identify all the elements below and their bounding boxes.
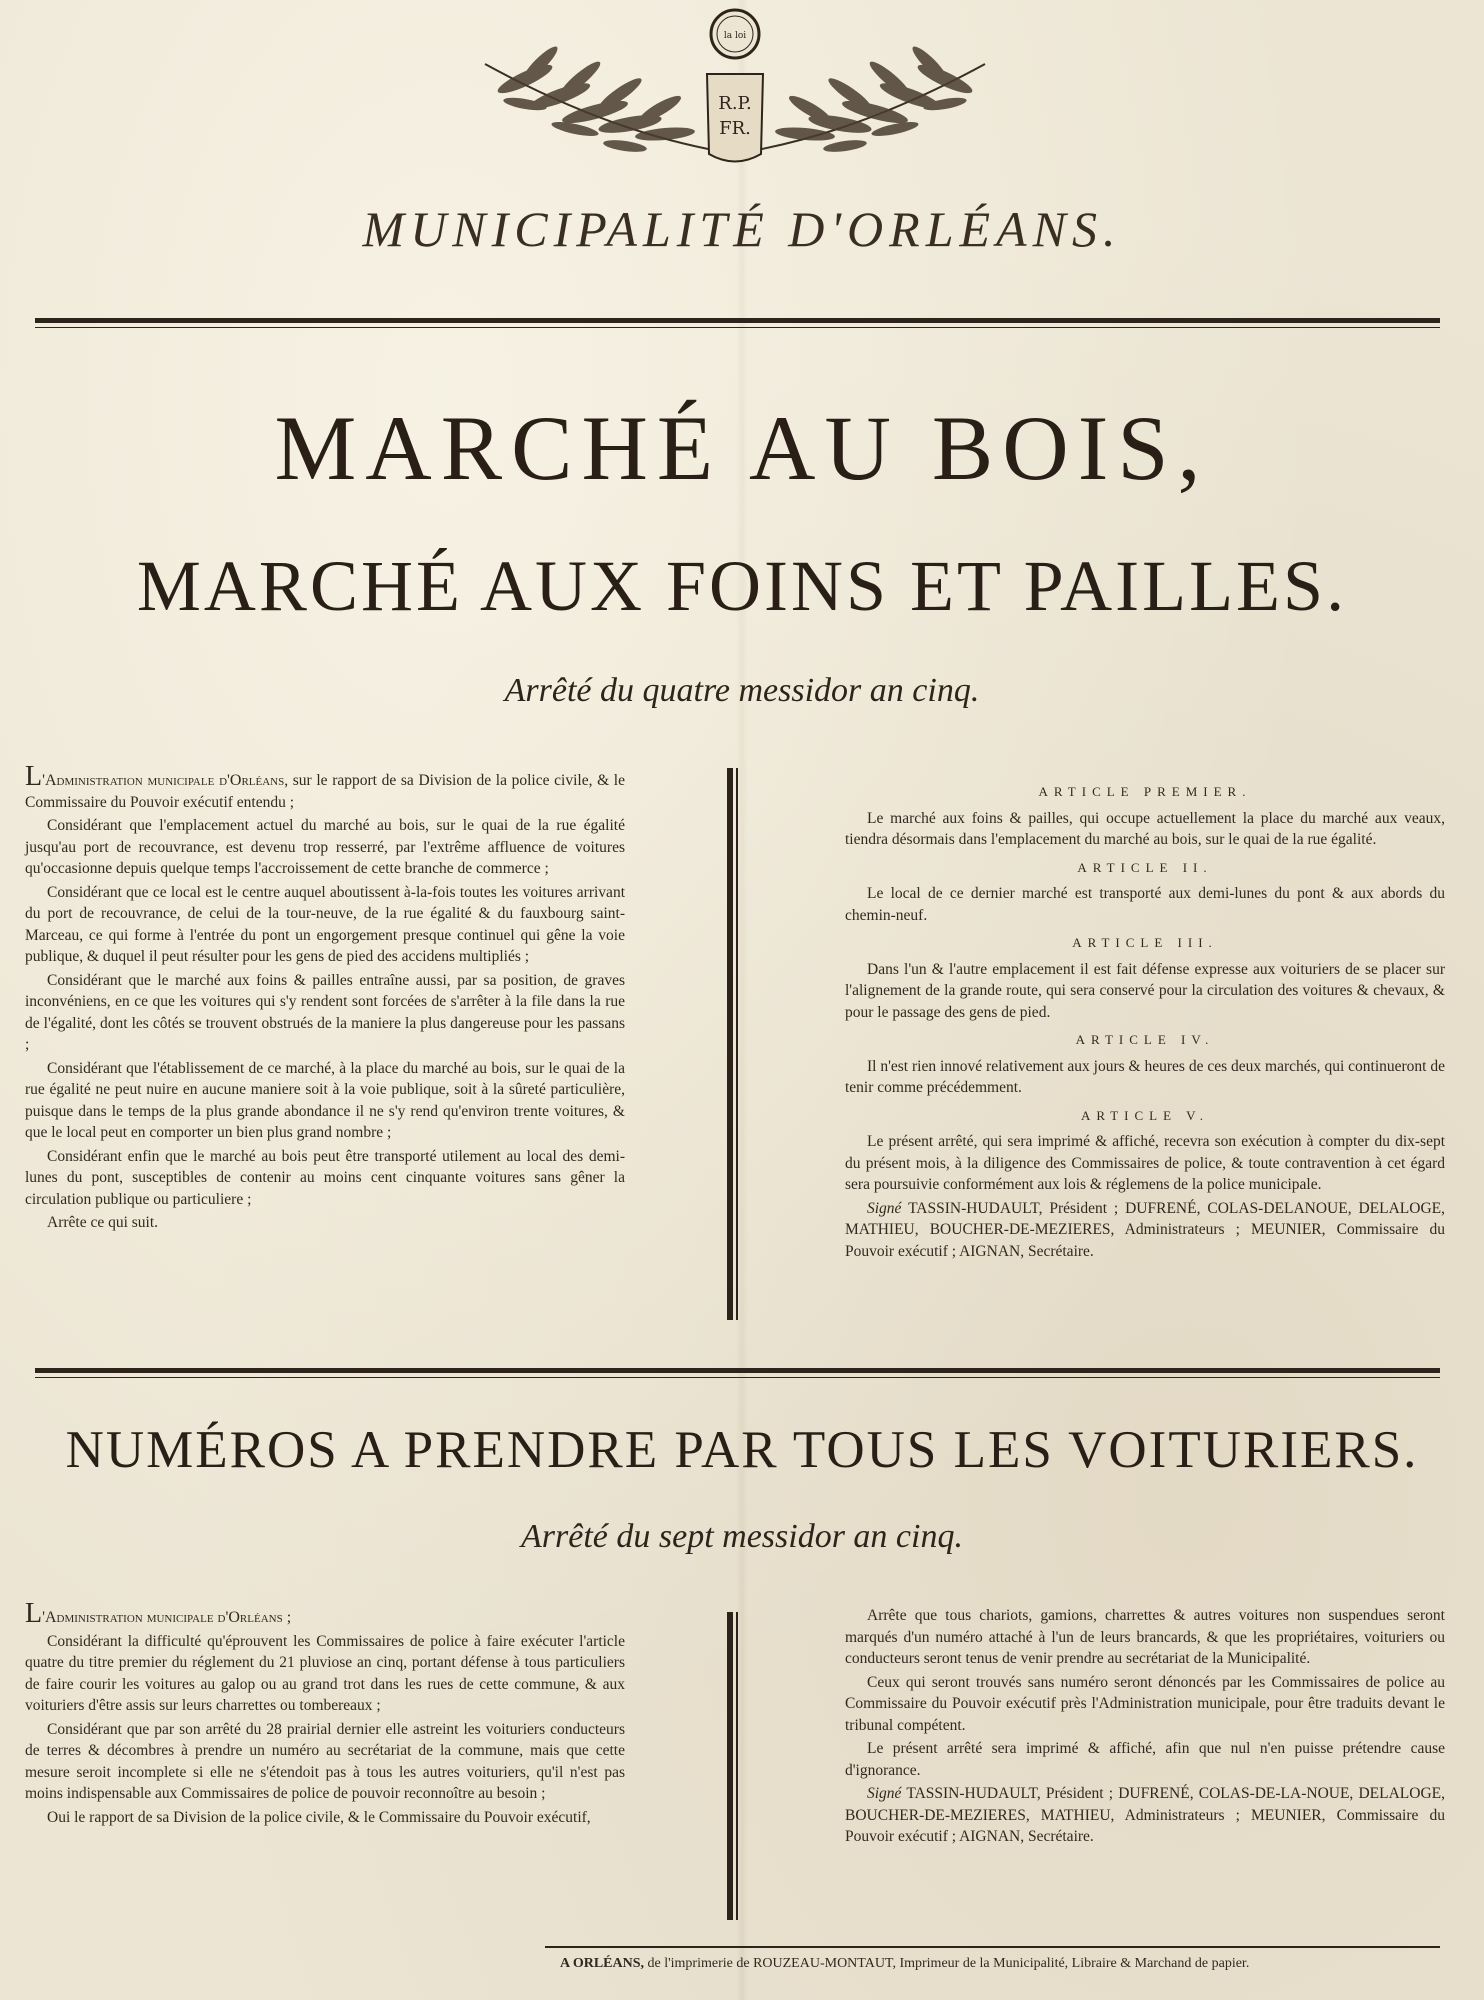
preamble-rest: , sur le rapport de sa Division de la police civile, & le Commissaire du Pouvoir exécutif entendu ; [25, 772, 625, 811]
emblem-fr: FR. [719, 118, 751, 139]
section2-signature [845, 1783, 1445, 1848]
section2-column-divider [727, 1612, 733, 1920]
arrete-numeros: Arrête que tous chariots, gamions, charrettes & autres voitures non suspendues seront marqués d'un numéro attaché à l'un de leurs brancards, & que les propriétaires, voituriers ou conducteurs seront tenus de venir prendre au secrétariat de la Municipalité. [845, 1607, 1445, 1667]
imprint-text: de l'imprimerie de ROUZEAU-MONTAUT, Imprimeur de la Municipalité, Libraire & Marchand de papier. [647, 1956, 1250, 1971]
article-5-text: Le présent arrêté, qui sera imprimé & affiché, recevra son exécution à compter du dix-sept du présent mois, à la diligence des Commissaires de police, & toute contravention à cet égard sera poursuivie conformément aux lois & réglemens de la police municipale. [845, 1133, 1445, 1193]
oui-le-rapport: Oui le rapport de sa Division de la police civile, & le Commissaire du Pouvoir exécutif, [47, 1808, 591, 1826]
article-1-heading: ARTICLE PREMIER. [1038, 784, 1252, 799]
article-4-text: Il n'est rien innové relativement aux jours & heures de ces deux marchés, qui continueront de tenir comme précédemment. [845, 1057, 1445, 1096]
republican-emblem [465, 4, 1005, 174]
middle-rule [35, 1368, 1440, 1373]
article-4-heading: ARTICLE IV. [1075, 1032, 1215, 1047]
municipality-heading: MUNICIPALITÉ D'ORLÉANS. [362, 201, 1122, 257]
section1-preamble [25, 761, 625, 813]
title-numeros: NUMÉROS A PRENDRE PAR TOUS LES VOITURIERS. [65, 1421, 1419, 1479]
imprint-rule [545, 1946, 1440, 1948]
considerant-3: Considérant que le marché aux foins & pailles entraîne aussi, par sa position, de graves inconvéniens, en ce que les voitures qui s'y rendent sont forcées de s'arrêter à la file dans la rue de l'égalité, dont les côtés se trouvent obstrués de la maniere la plus dangereuse pour les passans ; [25, 971, 625, 1053]
section1-right-column [845, 775, 1445, 1264]
drop-initial: L [25, 761, 43, 792]
article-1-text: Le marché aux foins & pailles, qui occupe actuellement la place du marché aux veaux, tiendra désormais dans l'emplacement du marché au bois, sur le quai de la rue égalité. [845, 809, 1445, 848]
emblem-motto: la loi [723, 31, 747, 41]
considerant-difficulte: Considérant la difficulté qu'éprouvent les Commissaires de police à faire exécuter l'article quatre du titre premier du réglement du 21 pluviose an cinq, portant défense à tous particuliers de faire courir les voitures au galop ou au grand trot dans les rues de cette commune, & aux voituriers d'être assis sur leurs charrettes ou tombereaux ; [25, 1632, 625, 1714]
administration-lead-2: 'Administration municipale d'Orléans ; [42, 1609, 292, 1626]
printer-imprint [560, 1956, 1440, 1972]
section1-column-divider [727, 768, 733, 1320]
article-3-text: Dans l'un & l'autre emplacement il est fait défense expresse aux voituriers de se placer sur l'alignement de la grande route, qui sera conservé pour la circulation des voitures & chevaux, & pour le passage des gens de pied. [845, 960, 1445, 1021]
considerant-2: Considérant que ce local est le centre auquel aboutissent à-la-fois toutes les voitures arrivant du port de recouvrance, de celui de la tour-neuve, de la rue égalité & du fauxbourg saint-Marceau, ce qui forme à l'entrée du pont un engorgement presque continuel qui gêne la voie publique, & duquel il peut résulter pour les gens de pied des accidens multipliés ; [25, 883, 625, 965]
signe-label: Signé [867, 1199, 902, 1217]
administration-lead: 'Administration municipale d'Orléans [42, 772, 285, 789]
signatories-2: TASSIN-HUDAULT, Président ; DUFRENÉ, COLAS-DE-LA-NOUE, DELALOGE, BOUCHER-DE-MEZIERES, MATHIEU, Administrateurs ; MEUNIER, Commissaire du Pouvoir exécutif ; AIGNAN, Secrétaire. [845, 1785, 1445, 1845]
considerant-5: Considérant enfin que le marché au bois peut être transporté utilement au local des demi-lunes du pont, susceptibles de contenir au moins cent cinquante voitures sans gêner la circulation publique ou particuliere ; [25, 1147, 625, 1208]
signe-label-2: Signé [867, 1785, 902, 1802]
section2-left-column [25, 1598, 625, 1830]
drop-initial-2: L [25, 1598, 43, 1629]
considerant-4: Considérant que l'établissement de ce marché, à la place du marché au bois, sur le quai de la rue égalité ne peut nuire en aucune maniere soit à la voie publique, soit à la sûreté particulière, puisque dans le temps de la plus grande abondance il ne s'y rend qu'environ trente voitures, & que le local peut en comporter un bien plus grand nombre ; [25, 1059, 625, 1141]
subtitle-arrete-quatre: Arrêté du quatre messidor an cinq. [504, 672, 980, 709]
signatories: TASSIN-HUDAULT, Président ; DUFRENÉ, COLAS-DELANOUE, DELALOGE, MATHIEU, BOUCHER-DE-MEZIERES, Administrateurs ; MEUNIER, Commissaire du Pouvoir exécutif ; AIGNAN, Secrétaire. [845, 1199, 1445, 1260]
section2-preamble [25, 1598, 625, 1629]
sanction-sans-numero: Ceux qui seront trouvés sans numéro seront dénoncés par les Commissaires de police au Commissaire du Pouvoir exécutif près l'Administration municipale, pour être traduits devant le tribunal compétent. [845, 1673, 1445, 1734]
publication-clause: Le présent arrêté sera imprimé & affiché, afin que nul n'en puisse prétendre cause d'ignorance. [845, 1740, 1445, 1779]
subtitle-arrete-sept: Arrêté du sept messidor an cinq. [521, 1518, 963, 1555]
title-marche-aux-foins: MARCHÉ AUX FOINS ET PAILLES. [136, 546, 1348, 626]
arrete-ce-qui-suit: Arrête ce qui suit. [47, 1214, 159, 1231]
title-marche-au-bois: MARCHÉ AU BOIS, [274, 397, 1210, 499]
imprint-city: A ORLÉANS, [560, 1956, 645, 1971]
section1-left-column [25, 761, 625, 1236]
section2-right-column [845, 1605, 1445, 1850]
article-2-text: Le local de ce dernier marché est transporté aux demi-lunes du pont & aux abords du chemin-neuf. [845, 885, 1445, 924]
top-rule [35, 318, 1440, 323]
section1-signature [845, 1198, 1445, 1263]
article-5-heading: ARTICLE V. [1080, 1107, 1210, 1123]
emblem-rp: R.P. [718, 93, 752, 114]
article-2-heading: ARTICLE II. [1077, 859, 1213, 875]
considerant-1: Considérant que l'emplacement actuel du marché au bois, sur le quai de la rue égalité jusqu'au port de recouvrance, est devenu trop resserré, par l'extrême affluence de voitures qu'occasionne depuis quelque temps l'accroissement de cette branche de commerce ; [25, 817, 625, 877]
considerant-28-prairial: Considérant que par son arrêté du 28 prairial dernier elle astreint les voituriers conducteurs de terres & décombres à prendre un numéro au secrétariat de la commune, mais que cette mesure seroit incomplete si elle ne s'étendoit pas à tous les autres voituriers, qu'il n'est pas moins indispensable aux Commissaires de police de pouvoir reconnoître au besoin ; [25, 1720, 625, 1802]
article-3-heading: ARTICLE III. [1072, 935, 1218, 950]
